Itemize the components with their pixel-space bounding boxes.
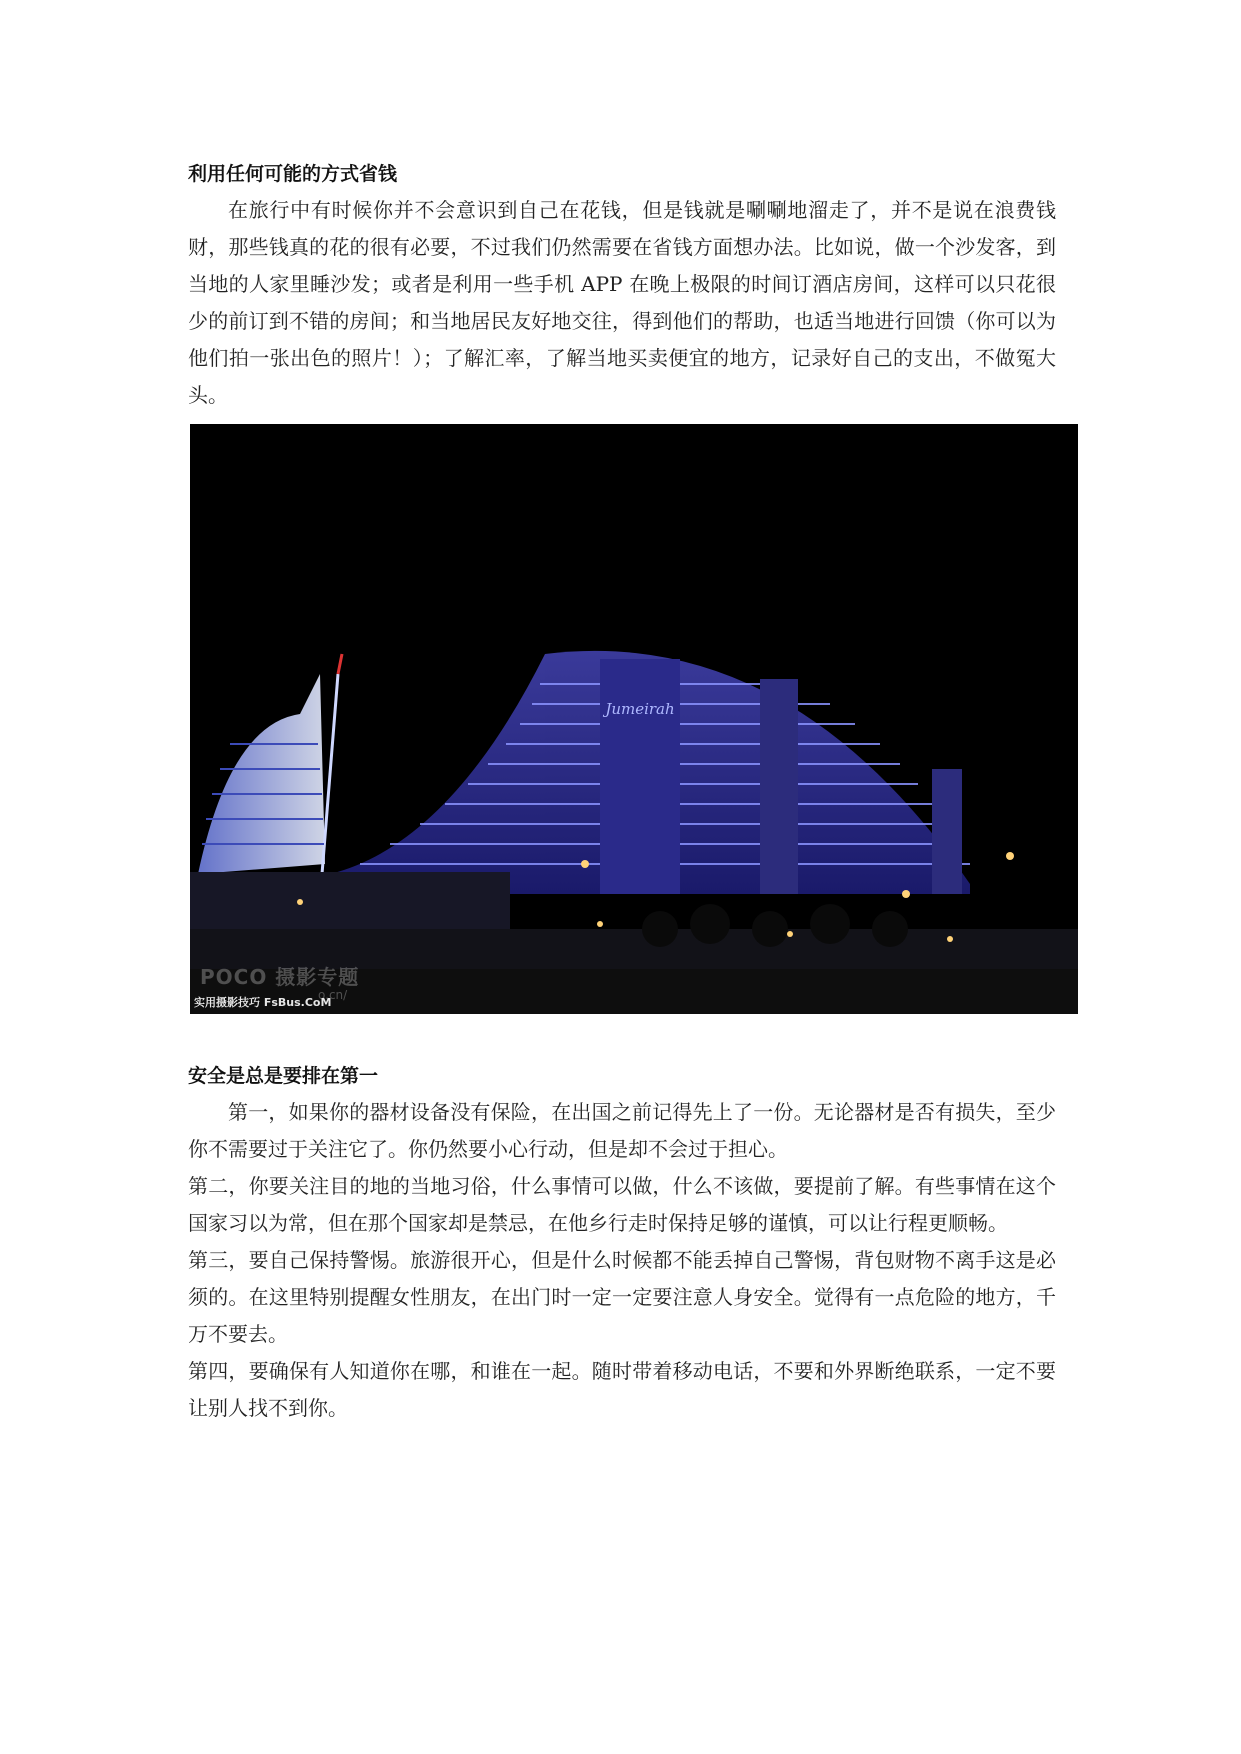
safety-paragraph-3: 第三，要自己保持警惕。旅游很开心，但是什么时候都不能丢掉自己警惕，背包财物不离手这是必须的。在这里特别提醒女性朋友，在出门时一定一定要注意人身安全。觉得有一点危险的地方，千万不要去。: [188, 1248, 1056, 1346]
hotel-night-photo: [190, 424, 1078, 1014]
hotel-sign-text: Jumeirah: [605, 700, 675, 718]
section-heading-save-money: 利用任何可能的方式省钱: [188, 163, 398, 185]
hotel-illustration: [190, 424, 1078, 1014]
safety-section: [188, 1058, 1056, 1427]
safety-paragraph-2: 第二，你要关注目的地的当地习俗，什么事情可以做，什么不该做，要提前了解。有些事情在这个国家习以为常，但在那个国家却是禁忌，在他乡行走时保持足够的谨慎，可以让行程更顺畅。: [188, 1174, 1056, 1235]
safety-paragraph-4: 第四，要确保有人知道你在哪，和谁在一起。随时带着移动电话，不要和外界断绝联系，一定不要让别人找不到你。: [188, 1359, 1056, 1420]
photo-watermark-url: o.cn/: [318, 988, 348, 1002]
photo-watermark-caption: 实用摄影技巧 FsBus.CoM: [194, 996, 332, 1009]
central-tower: [600, 659, 680, 894]
section-heading-safety: 安全是总是要排在第一: [188, 1065, 379, 1087]
document-content: [188, 156, 1056, 1427]
photo-watermark-logo: POCO 摄影专题: [200, 965, 360, 989]
safety-paragraph-1: 第一，如果你的器材设备没有保险，在出国之前记得先上了一份。无论器材是否有损失，至少你不需要过于关注它了。你仍然要小心行动，但是却不会过于担心。: [188, 1100, 1056, 1161]
save-money-paragraph: 在旅行中有时候你并不会意识到自己在花钱，但是钱就是唰唰地溜走了，并不是说在浪费钱财，那些钱真的花的很有必要，不过我们仍然需要在省钱方面想办法。比如说，做一个沙发客，到当地的人家里睡沙发；或者是利用一些手机 APP 在晚上极限的时间订酒店房间，这样可以只花很少的前订到不错的房间；和当地居民友好地交往，得到他们的帮助，也适当地进行回馈（你可以为他们拍一张出色的照片！）；了解汇率，了解当地买卖便宜的地方，记录好自己的支出，不做冤大头。: [188, 198, 1056, 407]
